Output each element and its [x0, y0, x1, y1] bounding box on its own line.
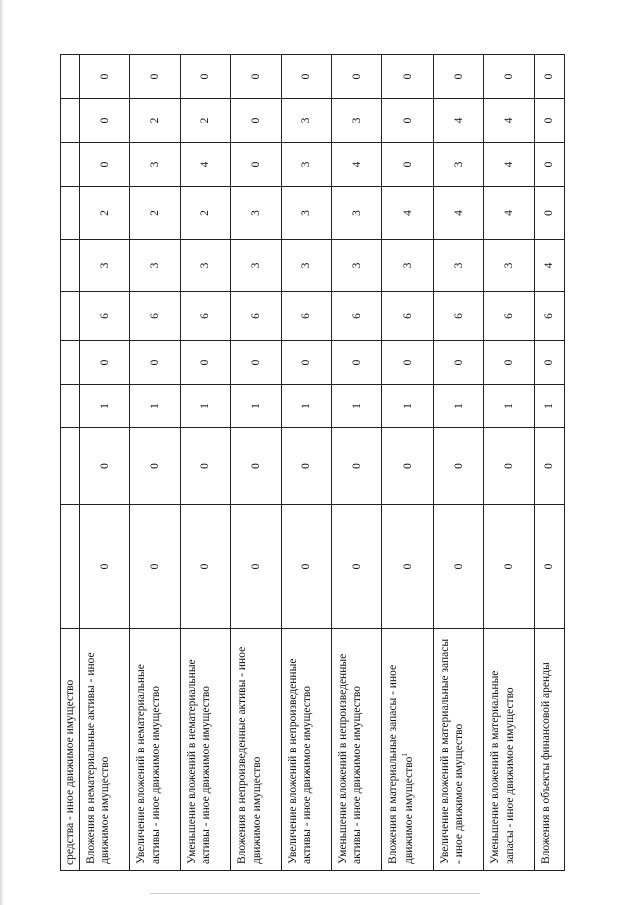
code-cell: 0	[80, 143, 130, 187]
code-cell: 0	[534, 341, 564, 385]
table-row	[434, 55, 484, 871]
code-cell: 0	[281, 428, 331, 505]
code-cell: 4	[382, 187, 434, 240]
code-cell: 2	[180, 99, 230, 143]
table-row	[180, 55, 230, 871]
code-cell: 0	[382, 143, 434, 187]
code-cell: 0	[231, 143, 281, 187]
code-cell: 6	[434, 292, 484, 341]
code-cell: 0	[484, 505, 534, 629]
code-cell: 0	[382, 505, 434, 629]
empty-cell	[61, 428, 80, 505]
code-cell: 1	[382, 385, 434, 428]
code-cell: 0	[332, 505, 382, 629]
scan-edge-shadow	[0, 0, 4, 905]
table-row	[484, 55, 534, 871]
code-cell: 1	[534, 385, 564, 428]
footnote-marker: 1	[400, 753, 409, 757]
accounts-table	[60, 54, 565, 871]
empty-cell	[61, 240, 80, 292]
code-cell: 1	[231, 385, 281, 428]
code-cell: 6	[130, 292, 180, 341]
row-label-text: Увеличение вложений в непроизведенные активы - иное движимое имущество	[286, 658, 313, 864]
row-label	[80, 629, 130, 871]
code-cell: 3	[382, 240, 434, 292]
code-cell: 0	[231, 341, 281, 385]
code-cell: 1	[332, 385, 382, 428]
code-cell: 0	[434, 428, 484, 505]
row-label-text: Вложения в объекты финансовой аренды	[539, 662, 552, 864]
row-label-text: Вложения в материальные запасы - иное движимое имущество	[387, 664, 415, 864]
code-cell: 0	[80, 99, 130, 143]
empty-cell	[61, 505, 80, 629]
table-header-row	[61, 55, 80, 871]
table-row	[80, 55, 130, 871]
row-label-text: Уменьшение вложений в материальные запасы - иное движимое имущество	[489, 670, 516, 864]
code-cell: 4	[534, 240, 564, 292]
code-cell: 0	[80, 341, 130, 385]
row-label	[281, 629, 331, 871]
code-cell: 1	[434, 385, 484, 428]
code-cell: 3	[130, 240, 180, 292]
code-cell: 0	[281, 341, 331, 385]
row-label	[534, 629, 564, 871]
code-cell: 0	[231, 55, 281, 99]
table-row	[281, 55, 331, 871]
code-cell: 0	[130, 428, 180, 505]
code-cell: 0	[484, 55, 534, 99]
empty-cell	[61, 143, 80, 187]
code-cell: 2	[180, 187, 230, 240]
code-cell: 0	[180, 341, 230, 385]
code-cell: 6	[80, 292, 130, 341]
row-label	[332, 629, 382, 871]
row-label	[180, 629, 230, 871]
code-cell: 3	[281, 143, 331, 187]
empty-cell	[61, 341, 80, 385]
code-cell: 2	[130, 99, 180, 143]
code-cell: 3	[332, 240, 382, 292]
scan-bottom-line	[150, 893, 480, 894]
code-cell: 3	[231, 187, 281, 240]
table-row	[130, 55, 180, 871]
code-cell: 1	[180, 385, 230, 428]
code-cell: 3	[332, 187, 382, 240]
code-cell: 4	[484, 99, 534, 143]
code-cell: 3	[130, 143, 180, 187]
code-cell: 1	[130, 385, 180, 428]
empty-cell	[61, 187, 80, 240]
code-cell: 0	[534, 428, 564, 505]
code-cell: 0	[180, 428, 230, 505]
code-cell: 0	[434, 341, 484, 385]
table-row	[231, 55, 281, 871]
code-cell: 4	[434, 99, 484, 143]
code-cell: 0	[434, 55, 484, 99]
code-cell: 3	[80, 240, 130, 292]
code-cell: 0	[332, 341, 382, 385]
code-cell: 0	[281, 505, 331, 629]
row-label	[434, 629, 484, 871]
row-label	[382, 629, 434, 871]
row-label-text: Уменьшение вложений в непроизведенные активы - иное движимое имущество	[337, 653, 364, 864]
code-cell: 1	[484, 385, 534, 428]
code-cell: 0	[231, 428, 281, 505]
code-cell: 0	[180, 505, 230, 629]
code-cell: 0	[534, 505, 564, 629]
code-cell: 6	[332, 292, 382, 341]
table-row	[332, 55, 382, 871]
row-label-text: Увеличение вложений в нематериальные активы - иное движимое имущество	[135, 664, 162, 864]
code-cell: 6	[180, 292, 230, 341]
code-cell: 2	[80, 187, 130, 240]
code-cell: 4	[484, 143, 534, 187]
empty-cell	[61, 292, 80, 341]
code-cell: 3	[332, 99, 382, 143]
code-cell: 6	[534, 292, 564, 341]
code-cell: 0	[231, 505, 281, 629]
code-cell: 0	[534, 99, 564, 143]
table-row	[534, 55, 564, 871]
code-cell: 0	[80, 428, 130, 505]
code-cell: 6	[281, 292, 331, 341]
code-cell: 0	[484, 341, 534, 385]
code-cell: 0	[80, 55, 130, 99]
row-label	[484, 629, 534, 871]
row-label-text: Вложения в нематериальные активы - иное движимое имущество	[85, 652, 112, 864]
empty-cell	[61, 99, 80, 143]
code-cell: 0	[534, 143, 564, 187]
code-cell: 0	[382, 55, 434, 99]
code-cell: 3	[434, 143, 484, 187]
row-label-text: Уменьшение вложений в нематериальные активы - иное движимое имущество	[185, 659, 213, 864]
row-label-text: Вложения в непроизведенные активы - иное движимое имущество	[236, 646, 263, 864]
code-cell: 1	[281, 385, 331, 428]
code-cell: 1	[80, 385, 130, 428]
empty-cell	[61, 55, 80, 99]
header-label-cell: средства - иное движимое имущество	[61, 629, 80, 871]
code-cell: 4	[180, 143, 230, 187]
code-cell: 0	[434, 505, 484, 629]
code-cell: 0	[382, 341, 434, 385]
code-cell: 0	[534, 187, 564, 240]
code-cell: 3	[281, 99, 331, 143]
code-cell: 3	[281, 240, 331, 292]
code-cell: 6	[382, 292, 434, 341]
code-cell: 0	[130, 505, 180, 629]
code-cell: 0	[130, 341, 180, 385]
code-cell: 6	[484, 292, 534, 341]
code-cell: 0	[80, 505, 130, 629]
code-cell: 0	[180, 55, 230, 99]
code-cell: 0	[534, 55, 564, 99]
code-cell: 4	[484, 187, 534, 240]
code-cell: 0	[382, 428, 434, 505]
code-cell: 0	[484, 428, 534, 505]
rotated-table-container	[60, 55, 565, 871]
code-cell: 3	[231, 240, 281, 292]
code-cell: 0	[231, 99, 281, 143]
row-label-text: Увеличение вложений в материальные запасы - иное движимое имущество	[439, 638, 466, 864]
row-label	[231, 629, 281, 871]
code-cell: 0	[332, 428, 382, 505]
empty-cell	[61, 385, 80, 428]
code-cell: 0	[332, 55, 382, 99]
code-cell: 3	[180, 240, 230, 292]
code-cell: 3	[434, 240, 484, 292]
code-cell: 3	[484, 240, 534, 292]
code-cell: 6	[231, 292, 281, 341]
code-cell: 3	[281, 187, 331, 240]
code-cell: 0	[382, 99, 434, 143]
table-row	[382, 55, 434, 871]
code-cell: 4	[434, 187, 484, 240]
code-cell: 2	[130, 187, 180, 240]
code-cell: 0	[130, 55, 180, 99]
row-label	[130, 629, 180, 871]
code-cell: 4	[332, 143, 382, 187]
code-cell: 0	[281, 55, 331, 99]
